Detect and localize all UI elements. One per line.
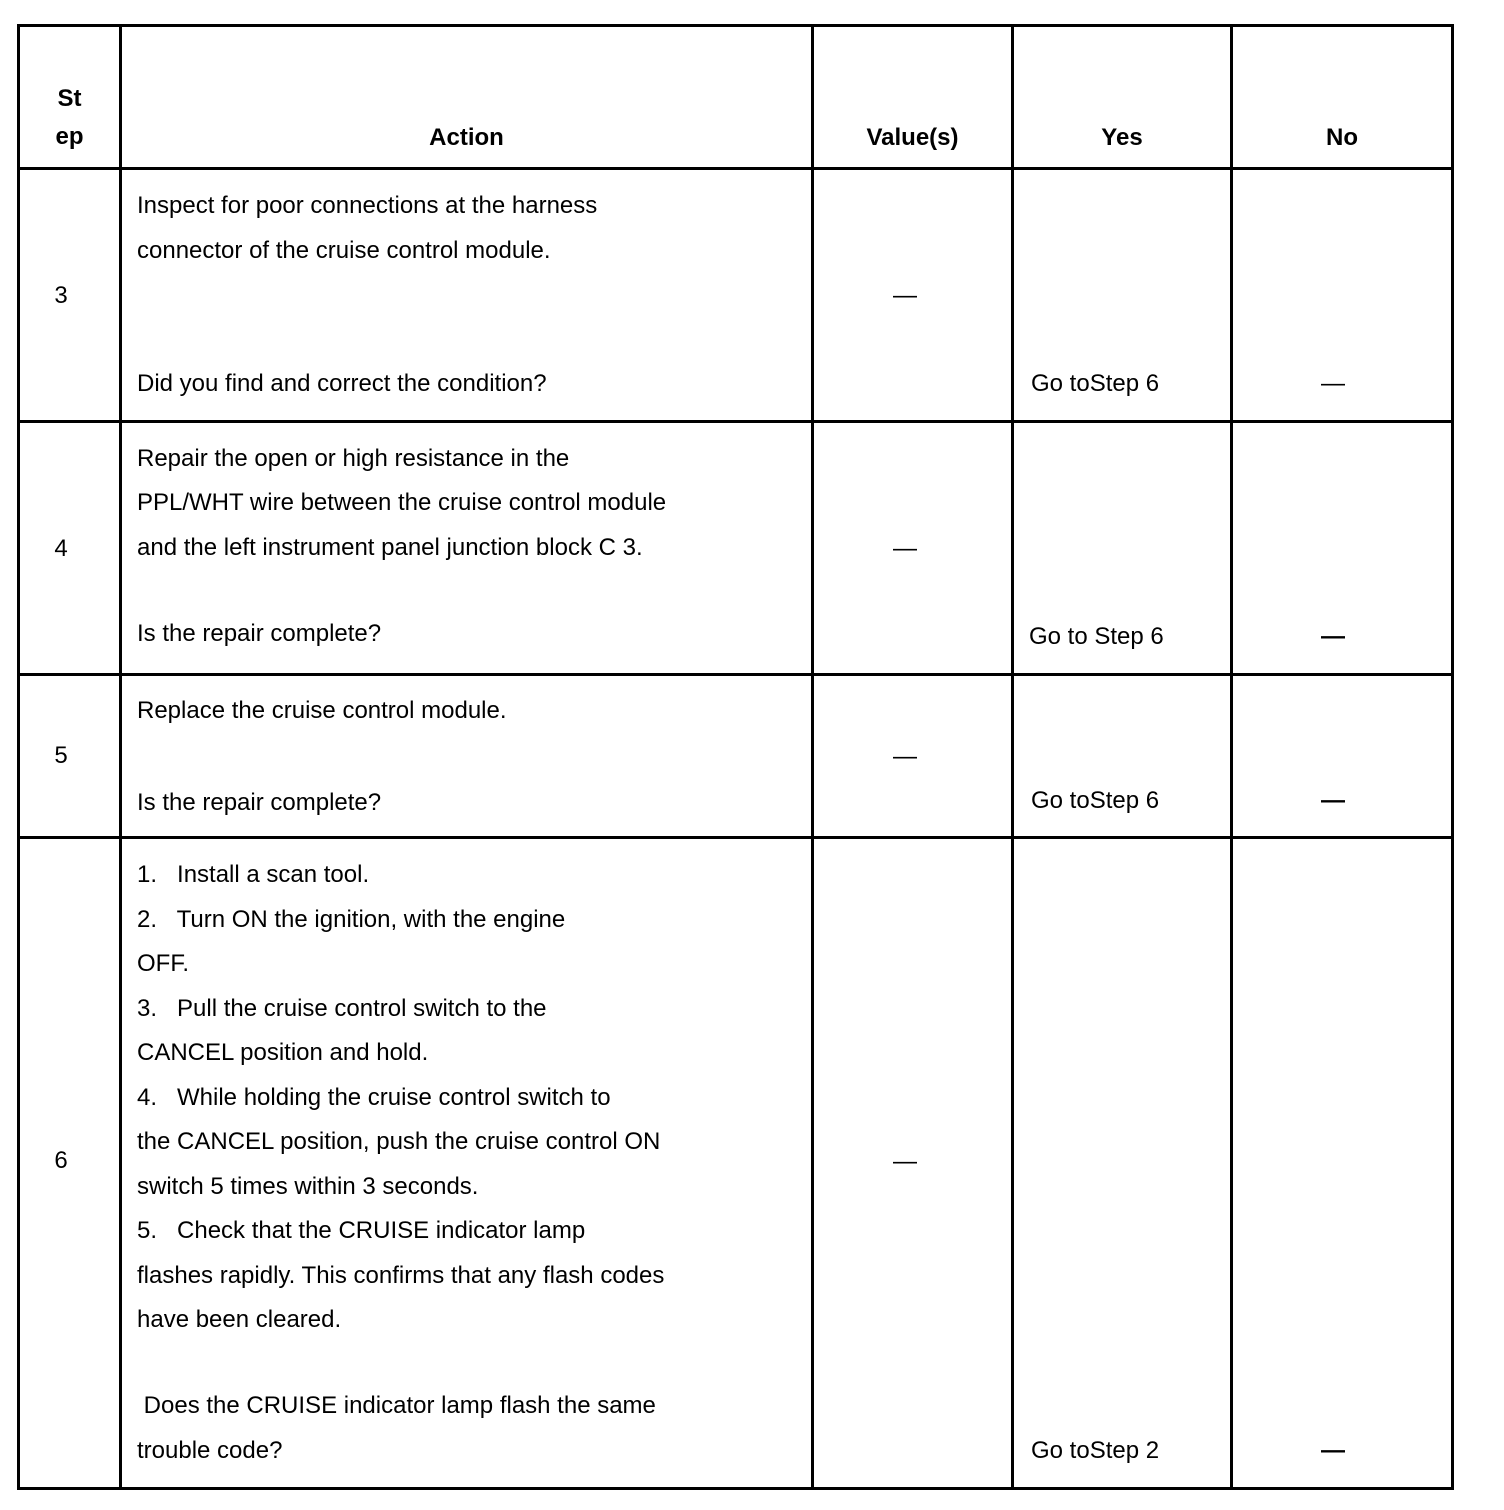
- value-cell: —: [893, 743, 917, 770]
- row-divider: [17, 836, 1454, 839]
- column-divider: [1230, 24, 1233, 1490]
- action-line: have been cleared.: [137, 1306, 342, 1333]
- table-border-bottom: [17, 1487, 1454, 1490]
- header-divider: [17, 167, 1454, 170]
- action-question: Is the repair complete?: [137, 620, 382, 647]
- step-number: 3: [54, 282, 68, 309]
- row-divider: [17, 673, 1454, 676]
- action-line: 4. While holding the cruise control switch to: [137, 1084, 611, 1111]
- action-line: 3. Pull the cruise control switch to the: [137, 995, 547, 1022]
- header-step-line1: St: [57, 85, 82, 112]
- value-cell: —: [893, 535, 917, 562]
- header-action: Action: [429, 124, 504, 151]
- step-number: 4: [54, 535, 68, 562]
- action-line: CANCEL position and hold.: [137, 1039, 429, 1066]
- action-line: connector of the cruise control module.: [137, 237, 551, 264]
- action-line: flashes rapidly. This confirms that any flash codes: [137, 1262, 665, 1289]
- action-line: PPL/WHT wire between the cruise control module: [137, 489, 667, 516]
- action-question: Is the repair complete?: [137, 789, 382, 816]
- yes-cell: Go toStep 2: [1031, 1437, 1160, 1464]
- yes-cell: Go to Step 6: [1029, 623, 1164, 650]
- header-step-line2: ep: [55, 123, 84, 150]
- no-cell: —: [1321, 1437, 1345, 1464]
- yes-cell: Go toStep 6: [1031, 370, 1160, 397]
- header-no: No: [1326, 124, 1358, 151]
- no-cell: —: [1321, 370, 1345, 397]
- step-number: 6: [54, 1147, 68, 1174]
- action-line: OFF.: [137, 950, 189, 977]
- table-border-top: [17, 24, 1454, 27]
- yes-cell: Go toStep 6: [1031, 787, 1160, 814]
- no-cell: —: [1321, 623, 1345, 650]
- action-line: Inspect for poor connections at the harness: [137, 192, 598, 219]
- header-yes: Yes: [1101, 124, 1143, 151]
- action-line: 2. Turn ON the ignition, with the engine: [137, 906, 566, 933]
- header-values: Value(s): [866, 124, 959, 151]
- row-divider: [17, 420, 1454, 423]
- action-question: trouble code?: [137, 1437, 283, 1464]
- column-divider: [1011, 24, 1014, 1490]
- action-line: 1. Install a scan tool.: [137, 861, 370, 888]
- action-line: the CANCEL position, push the cruise control ON: [137, 1128, 661, 1155]
- action-line: switch 5 times within 3 seconds.: [137, 1173, 479, 1200]
- action-line: Replace the cruise control module.: [137, 697, 507, 724]
- action-line: 5. Check that the CRUISE indicator lamp: [137, 1217, 586, 1244]
- header-step: [20, 85, 119, 151]
- value-cell: —: [893, 282, 917, 309]
- step-number: 5: [54, 742, 68, 769]
- action-line: and the left instrument panel junction block C 3.: [137, 534, 643, 561]
- no-cell: —: [1321, 787, 1345, 814]
- column-divider: [119, 24, 122, 1490]
- value-cell: —: [893, 1148, 917, 1175]
- action-question: Did you find and correct the condition?: [137, 370, 547, 397]
- action-line: Repair the open or high resistance in the: [137, 445, 570, 472]
- table-border-right: [1451, 24, 1454, 1490]
- action-question: Does the CRUISE indicator lamp flash the same: [137, 1392, 656, 1419]
